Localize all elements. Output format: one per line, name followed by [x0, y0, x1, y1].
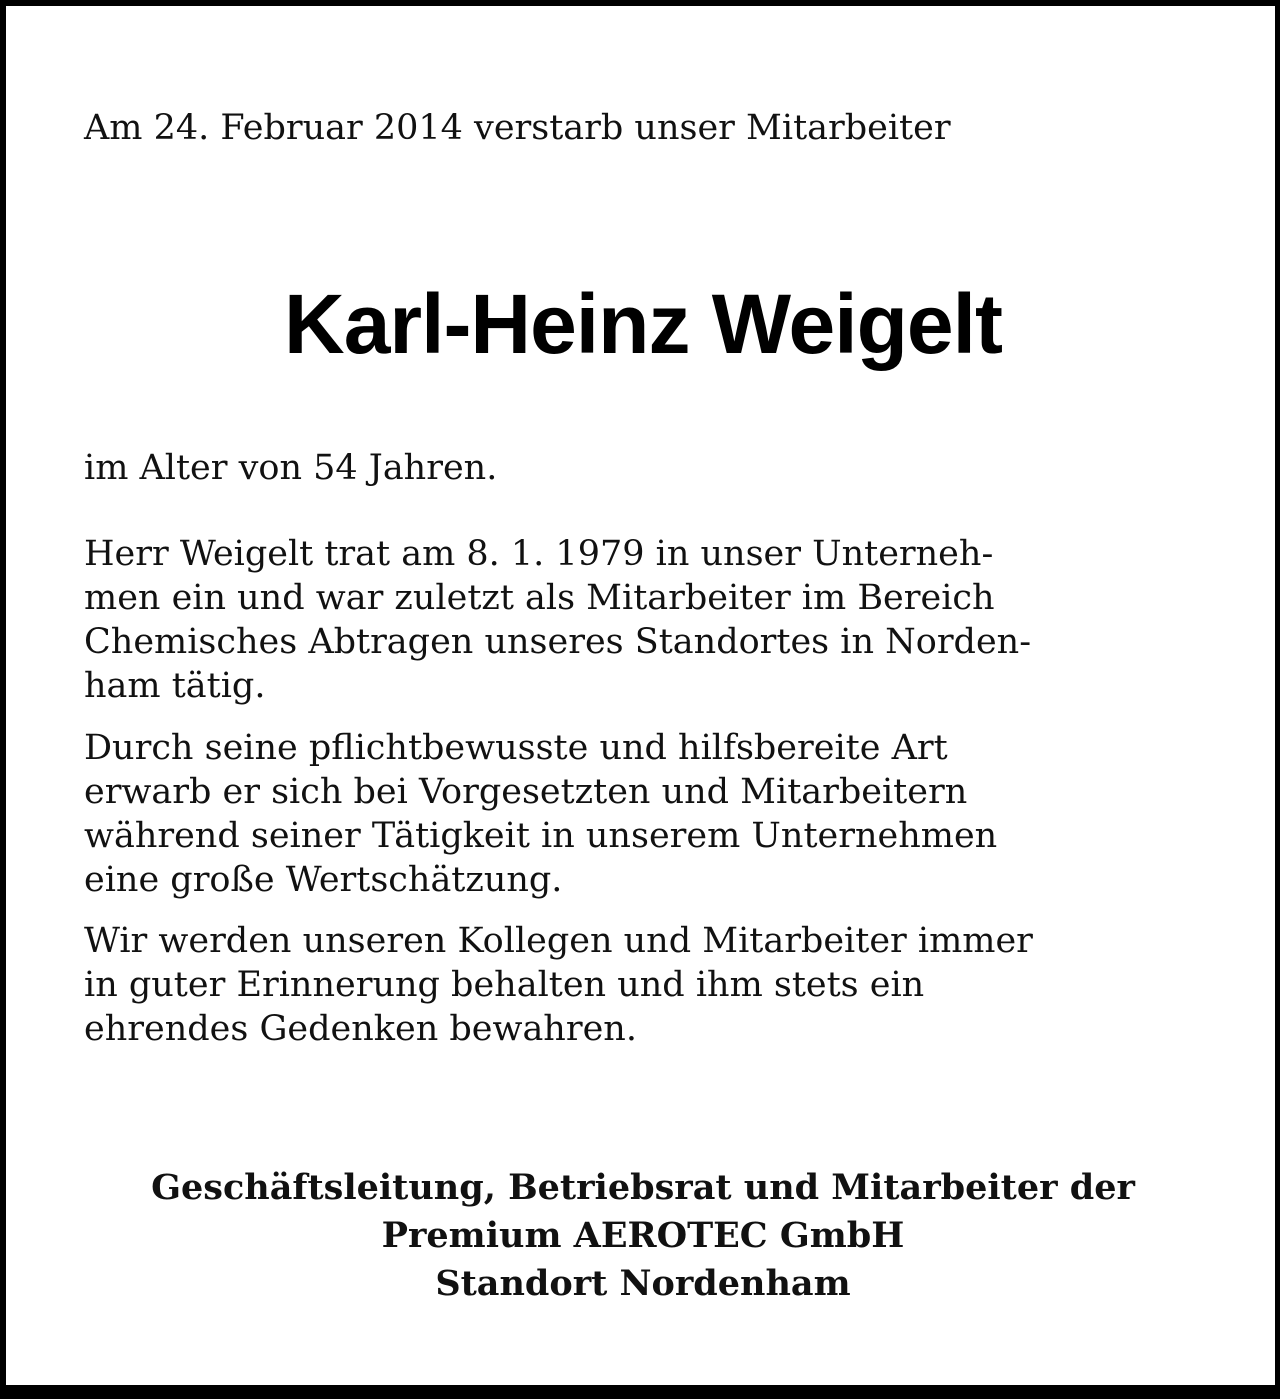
paragraph-career [84, 532, 1031, 708]
paragraph-line: ehrendes Gedenken bewahren. [84, 1009, 637, 1049]
company-location: Standort Nordenham [435, 1263, 851, 1304]
signature-block [6, 1164, 1280, 1308]
paragraph-line: in guter Erinnerung behalten und ihm stets ein [84, 965, 925, 1005]
paragraph-line: Durch seine pflichtbewusste und hilfsbereite Art [84, 728, 948, 768]
paragraph-line: erwarb er sich bei Vorgesetzten und Mitarbeitern [84, 772, 968, 812]
paragraph-line: während seiner Tätigkeit in unserem Unternehmen [84, 816, 998, 856]
paragraph-character [84, 726, 997, 902]
paragraph-remembrance [84, 919, 1033, 1051]
paragraph-line: eine große Wertschätzung. [84, 860, 563, 900]
signature-line: Geschäftsleitung, Betriebsrat und Mitarbeiter der [151, 1167, 1135, 1208]
paragraph-line: ham tätig. [84, 666, 266, 706]
paragraph-line: Herr Weigelt trat am 8. 1. 1979 in unser Unterneh- [84, 534, 994, 574]
age-line: im Alter von 54 Jahren. [84, 448, 498, 488]
company-name: Premium AEROTEC GmbH [381, 1215, 905, 1256]
paragraph-line: Chemisches Abtragen unseres Standortes in Norden- [84, 622, 1032, 662]
paragraph-line: Wir werden unseren Kollegen und Mitarbeiter immer [84, 921, 1033, 961]
deceased-name: Karl-Heinz Weigelt [284, 277, 1002, 371]
paragraph-line: men ein und war zuletzt als Mitarbeiter im Bereich [84, 578, 995, 618]
intro-line: Am 24. Februar 2014 verstarb unser Mitarbeiter [84, 108, 951, 148]
